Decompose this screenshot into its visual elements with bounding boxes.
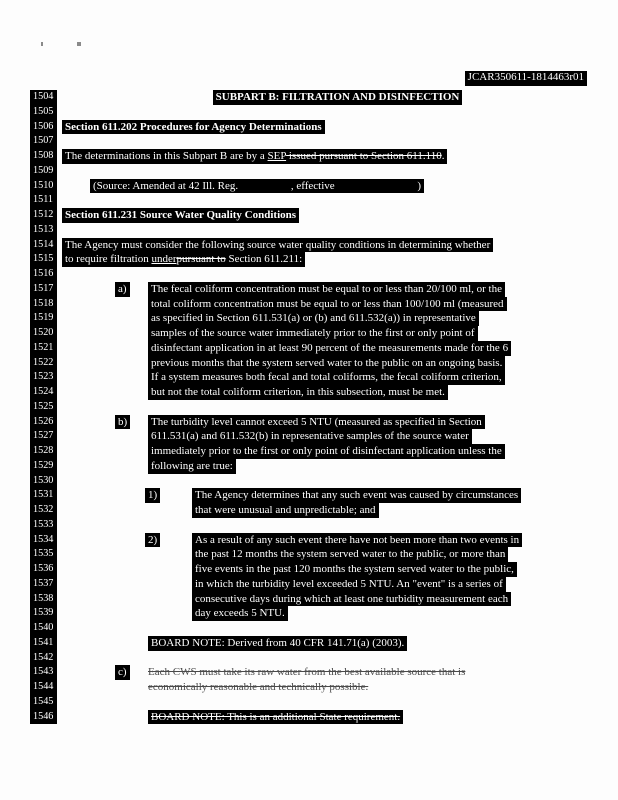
line-number: 1524: [30, 385, 57, 400]
line-text: As a result of any such event there have not been more than two events in: [192, 533, 522, 548]
board-note-deleted: BOARD NOTE: This is an additional State requirement.: [148, 710, 403, 725]
line-text: in which the turbidity level exceeded 5 NTU. An "event" is a series of: [192, 577, 506, 592]
line-number: 1539: [30, 606, 57, 621]
line-number: 1532: [30, 503, 57, 518]
section-heading: Section 611.231 Source Water Quality Conditions: [62, 208, 299, 223]
line-number: 1527: [30, 429, 57, 444]
line-text: 611.531(a) and 611.532(b) in representative samples of the source water: [148, 429, 472, 444]
line-number: 1533: [30, 518, 57, 533]
line-text: The fecal coliform concentration must be equal to or less than 20/100 ml, or the: [148, 282, 505, 297]
code-line: [30, 326, 618, 341]
line-number: 1528: [30, 444, 57, 459]
inserted-text: under: [151, 253, 177, 266]
line-number: 1542: [30, 651, 57, 666]
line-text: consecutive days during which at least one turbidity measurement each: [192, 592, 511, 607]
deleted-line-text: economically reasonable and technically possible.: [148, 681, 369, 693]
line-number: 1511: [30, 193, 57, 208]
line-number: 1523: [30, 370, 57, 385]
code-line: [30, 297, 618, 312]
line-number: 1545: [30, 695, 57, 710]
line-number: 1521: [30, 341, 57, 356]
line-number: 1514: [30, 238, 57, 253]
line-text: total coliform concentration must be equal to or less than 100/100 ml (measured: [148, 297, 507, 312]
inserted-text: SEP: [267, 150, 287, 162]
paragraph-marker: a): [115, 282, 130, 297]
code-line: [30, 282, 618, 297]
line-text: The Agency determines that any such event was caused by circumstances: [192, 488, 521, 503]
scan-mark: [77, 42, 81, 46]
line-number: 1516: [30, 267, 57, 282]
text-segment: The determinations in this Subpart B are by a: [65, 150, 268, 162]
subpart-title: SUBPART B: FILTRATION AND DISINFECTION: [213, 90, 463, 105]
line-number: 1529: [30, 459, 57, 474]
line-text: but not the total coliform criterion, in this subsection, must be met.: [148, 385, 448, 400]
section-heading: Section 611.202 Procedures for Agency Determinations: [62, 120, 325, 135]
code-line: [30, 562, 618, 577]
source-note: [90, 179, 424, 194]
line-number: 1540: [30, 621, 57, 636]
line-number: 1520: [30, 326, 57, 341]
code-line: [30, 267, 618, 282]
code-line: [30, 311, 618, 326]
code-line: [30, 356, 618, 371]
code-line: [30, 459, 618, 474]
code-line: [30, 149, 618, 164]
line-number: 1530: [30, 474, 57, 489]
text-segment: ): [417, 179, 422, 192]
deleted-text: issued pursuant to Section 611.110: [286, 150, 442, 162]
line-number: 1538: [30, 592, 57, 607]
document-id-text: JCAR350611-1814463r01: [465, 71, 587, 86]
deleted-text: pursuant to: [176, 253, 226, 266]
code-line: [30, 341, 618, 356]
code-line: [30, 695, 618, 710]
code-line: [30, 164, 618, 179]
text-segment: .: [441, 150, 445, 162]
code-line: [30, 651, 618, 666]
document-body: [30, 90, 618, 724]
subparagraph-marker: 1): [145, 488, 160, 503]
line-number: 1518: [30, 297, 57, 312]
code-line: [30, 179, 618, 194]
document-id: [465, 71, 587, 86]
paragraph-marker: c): [115, 665, 130, 680]
line-number: 1506: [30, 120, 57, 135]
line-text: The turbidity level cannot exceed 5 NTU (measured as specified in Section: [148, 415, 485, 430]
line-number: 1535: [30, 547, 57, 562]
line-text: samples of the source water immediately prior to the first or only point of: [148, 326, 478, 341]
line-number: 1510: [30, 179, 57, 194]
code-line: [30, 680, 618, 695]
code-line: [30, 238, 618, 253]
code-line: [30, 134, 618, 149]
line-number: 1526: [30, 415, 57, 430]
line-number: 1517: [30, 282, 57, 297]
line-number: 1515: [30, 252, 57, 267]
line-number: 1531: [30, 488, 57, 503]
line-number: 1522: [30, 356, 57, 371]
paragraph-marker: b): [115, 415, 130, 430]
code-line: [30, 710, 618, 725]
line-number: 1525: [30, 400, 57, 415]
subparagraph-marker: 2): [145, 533, 160, 548]
code-line: [30, 429, 618, 444]
code-line: [30, 577, 618, 592]
code-line: [30, 474, 618, 489]
line-text: The Agency must consider the following source water quality conditions in determining whether: [62, 238, 493, 253]
code-line: [30, 370, 618, 385]
code-line: [30, 444, 618, 459]
line-text: previous months that the system served water to the public on an ongoing basis.: [148, 356, 505, 371]
line-number: 1536: [30, 562, 57, 577]
code-line: [30, 606, 618, 621]
line-number: 1544: [30, 680, 57, 695]
line-text: [62, 149, 447, 164]
code-line: [30, 385, 618, 400]
deleted-line-text: Each CWS must take its raw water from the best available source that is: [148, 666, 466, 679]
text-segment: , effective: [290, 179, 338, 192]
code-line: [30, 193, 618, 208]
code-line: [30, 400, 618, 415]
code-line: [30, 223, 618, 238]
code-line: [30, 415, 618, 430]
line-number: 1537: [30, 577, 57, 592]
code-line: [30, 547, 618, 562]
line-number: 1505: [30, 105, 57, 120]
line-text: as specified in Section 611.531(a) or (b) and 611.532(a)) in representative: [148, 311, 479, 326]
code-line: [30, 533, 618, 548]
board-note: BOARD NOTE: Derived from 40 CFR 141.71(a) (2003).: [148, 636, 407, 651]
code-line: [30, 503, 618, 518]
line-text: immediately prior to the first or only point of disinfectant application unless the: [148, 444, 505, 459]
code-line: [30, 636, 618, 651]
scan-mark: [41, 42, 43, 46]
line-number: 1507: [30, 134, 57, 149]
line-text: that were unusual and unpredictable; and: [192, 503, 379, 518]
line-number: 1543: [30, 665, 57, 680]
code-line: [30, 208, 618, 223]
text-segment: Section 611.211:: [225, 253, 303, 266]
code-line: [30, 592, 618, 607]
line-text: the past 12 months the system served water to the public, or more than: [192, 547, 508, 562]
code-line: [30, 252, 618, 267]
line-number: 1546: [30, 710, 57, 725]
code-line: [30, 518, 618, 533]
line-text: If a system measures both fecal and total coliforms, the fecal coliform criterion,: [148, 370, 505, 385]
line-text: disinfectant application in at least 90 percent of the measurements made for the 6: [148, 341, 511, 356]
code-line: [30, 105, 618, 120]
code-line: [30, 665, 618, 680]
line-number: 1541: [30, 636, 57, 651]
line-text: following are true:: [148, 459, 236, 474]
line-number: 1508: [30, 149, 57, 164]
line-text: [62, 252, 305, 267]
line-text: day exceeds 5 NTU.: [192, 606, 288, 621]
text-segment: to require filtration: [65, 253, 152, 266]
text-segment: (Source: Amended at 42 Ill. Reg.: [93, 179, 241, 192]
code-line: [30, 488, 618, 503]
line-number: 1509: [30, 164, 57, 179]
code-line: [30, 90, 618, 105]
code-line: [30, 120, 618, 135]
line-number: 1504: [30, 90, 57, 105]
line-number: 1534: [30, 533, 57, 548]
code-line: [30, 621, 618, 636]
line-number: 1512: [30, 208, 57, 223]
line-text: five events in the past 120 months the system served water to the public,: [192, 562, 517, 577]
line-number: 1519: [30, 311, 57, 326]
line-number: 1513: [30, 223, 57, 238]
